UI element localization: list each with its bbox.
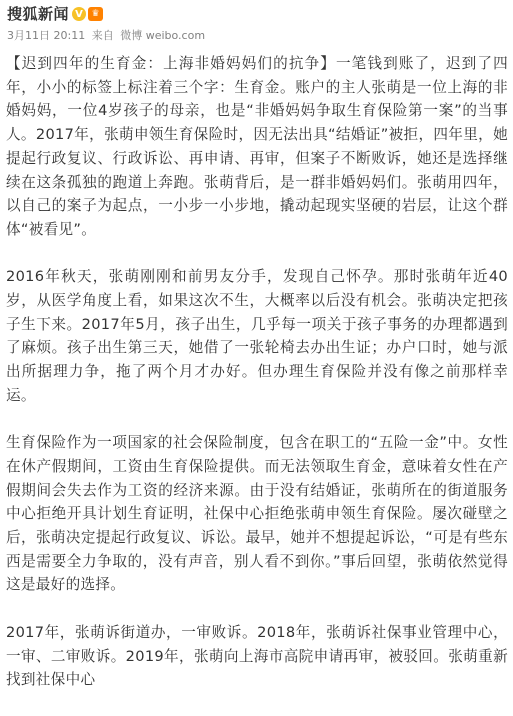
verified-v-icon: V — [72, 7, 86, 21]
post-paragraph: 生育保险作为一项国家的社会保险制度，包含在职工的“五险一金”中。女性在休产假期间，工资由生育保险提供。而无法领取生育金，意味着女性在产假期间会失去作为工资的经济来源。由于没有结婚证，张萌所在的街道服务中心拒绝开具计划生育证明，社保中心拒绝张萌申领生育保险。屡次碰壁之后，张萌决定提起行政复议、诉讼。最早，她并不想提起诉讼，“可是有些东西是需要全力争取的，没有声音，别人看不到你。”事后回望，张萌依然觉得这是最好的选择。 — [6, 434, 508, 594]
post-header — [7, 4, 505, 44]
source-name[interactable]: 微博 weibo.com — [120, 29, 206, 42]
post-body — [6, 52, 508, 716]
source-prefix: 来自 — [91, 29, 114, 42]
author-row — [7, 4, 505, 24]
author-name[interactable]: 搜狐新闻 — [7, 5, 70, 23]
post-timestamp[interactable]: 3月11日 20:11 — [7, 29, 86, 42]
post-meta — [7, 29, 505, 43]
post-paragraph: 【迟到四年的生育金：上海非婚妈妈们的抗争】一笔钱到账了，迟到了四年，小小的标签上标注着三个字：生育金。账户的主人张萌是一位上海的非婚妈妈，一位4岁孩子的母亲，也是“非婚妈妈争取生育保险第一案”的当事人。2017年，张萌申领生育保险时，因无法出具“结婚证”被拒，四年里，她提起行政复议、行政诉讼、再申请、再审，但案子不断败诉，她还是选择继续在这条孤独的跑道上奔跑。张萌背后，是一群非婚妈妈们。张萌用四年，以自己的案子为起点，一小步一小步地，撬动起现实坚硬的岩层，让这个群体“被看见”。 — [6, 55, 508, 238]
weibo-member-icon[interactable]: ♛ — [88, 7, 103, 21]
post-paragraph: 2016年秋天，张萌刚刚和前男友分手，发现自己怀孕。那时张萌年近40岁，从医学角度上看，如果这次不生，大概率以后没有机会。张萌决定把孩子生下来。2017年5月，孩子出生，几乎每一项关于孩子事务的办理都遇到了麻烦。孩子出生第三天，她借了一张轮椅去办出生证；办户口时，她与派出所据理力争，拖了两个月才办好。但办理生育保险并没有像之前那样幸运。 — [6, 268, 508, 404]
post-paragraph: 2017年，张萌诉街道办，一审败诉。2018年，张萌诉社保事业管理中心，一审、二审败诉。2019年，张萌向上海市高院申请再审，被驳回。张萌重新找到社保中心 — [6, 623, 508, 689]
